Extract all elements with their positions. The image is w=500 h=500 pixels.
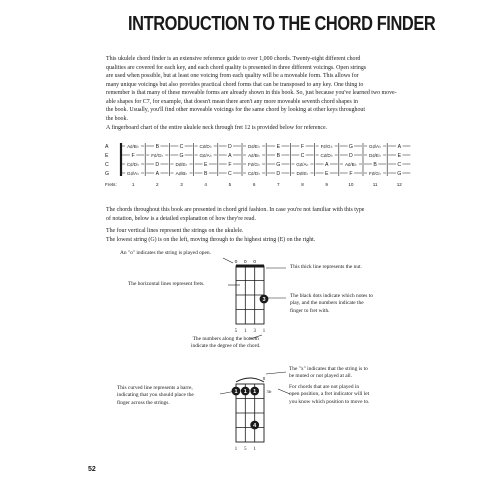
fingerboard-note: C♯/D♭ (247, 170, 261, 176)
barre-note-line: finger across the strings. (117, 399, 170, 406)
fret-label: Frets: (105, 181, 117, 187)
fingerboard-note: G (348, 143, 353, 150)
fret-number: 8 (301, 181, 304, 187)
fingerboard-note: C (397, 161, 402, 168)
finger-number: 4 (253, 423, 257, 429)
fingerboard-note: B (373, 161, 377, 168)
fret-indicator: 3fr (266, 389, 272, 394)
strings-line: The four vertical lines represent the strings on the ukulele. (106, 228, 244, 234)
fret-number: 11 (372, 181, 378, 187)
nut-note: This thick line represents the nut. (290, 264, 362, 270)
dots-note-line: The black dots indicate which notes to (290, 293, 373, 299)
chord-degree: 5 (244, 447, 247, 452)
fingerboard-note: C (228, 170, 232, 177)
fingerboard-open-string: C (105, 161, 109, 168)
fret-number: 6 (252, 181, 256, 187)
fingerboard-note: F♯/G♭ (369, 170, 382, 176)
intro-line: many unique voicings but also provides practical chord forms that can be transposed to any key. One thing to (106, 81, 364, 88)
fret-number: 9 (325, 181, 328, 187)
barre-note-line: indicating that you should place the (117, 392, 194, 399)
fingerboard-note: D♯/E♭ (175, 161, 188, 167)
fingerboard-note: F♯/G♭ (151, 152, 164, 158)
degrees-note-line: The numbers along the bottom (192, 336, 259, 342)
fingerboard-note: A♯/B♭ (127, 143, 140, 149)
open-string-mark: o (243, 259, 247, 265)
open-string-note: An "o" indicates the string is played open. (120, 250, 211, 256)
fingerboard-note: A (155, 170, 160, 177)
fingerboard-note: G♯/A♭ (126, 170, 140, 176)
fingerboard-note: C♯/D♭ (199, 143, 212, 149)
frets-note: The horizontal lines represent frets. (128, 281, 205, 287)
finger-number: 1 (243, 389, 247, 395)
fingerboard-note: G (276, 161, 281, 168)
fingerboard-note: G♯/A♭ (199, 152, 212, 158)
dots-note-line: finger to fret with. (290, 307, 330, 314)
fingerboard-note: D♯/E♭ (296, 170, 309, 176)
fingerboard-note: A (228, 152, 232, 159)
fingerboard-note: A (397, 143, 402, 150)
fingerboard-note: B (203, 170, 208, 177)
fingerboard-note: E (276, 143, 281, 150)
chord-degree: 1 (253, 447, 256, 452)
fingerboard-note: G♯/A♭ (368, 143, 382, 149)
fingerboard-note: F (228, 161, 232, 168)
page-number: 52 (88, 466, 96, 473)
fingerboard-note: D (349, 152, 353, 159)
intro-line: the book. (106, 115, 128, 122)
fret-number: 1 (131, 181, 135, 187)
open-string-mark: o (253, 259, 257, 265)
intro-line: the book. Usually, you'll find other moveable voicings for the same chord by looking at other keys throughout (106, 107, 365, 113)
fret-number: 5 (228, 181, 232, 187)
intro-line: are used when possible, but at least one voicing from each quality will be a moveable form. This allows for (106, 73, 359, 79)
fingerboard-note: D (276, 170, 281, 177)
fingerboard-caption: A fingerboard chart of the entire ukulele neck through fret 12 is provided below for reference. (106, 125, 328, 131)
fingerboard-note: G (179, 152, 184, 159)
fingerboard-note: A♯/B♭ (248, 152, 261, 158)
mute-note-line: be muted or not played at all. (289, 373, 353, 380)
chord-degree: 1 (244, 329, 247, 334)
explain-line: The chords throughout this book are presented in chord grid fashion. In case you're not familiar with this type (106, 207, 365, 213)
intro-line: This ukulele chord finder is an extensive reference guide to over 1,000 chords. Twenty-eight different chord (106, 56, 361, 62)
position-note-line: open position, a fret indicator will let (289, 391, 370, 398)
intro-line: qualities are covered for each key, and each chord quality is presented in three different voicings. Open strings (106, 64, 367, 71)
chord-degree: 3 (253, 329, 256, 334)
intro-line: remember is that many of these moveable forms are already shown in this book. So, just because you've learned two move- (106, 90, 397, 96)
mute-mark: x (262, 376, 266, 382)
fingerboard-note: F (349, 170, 353, 177)
open-string-mark: o (234, 259, 238, 265)
fingerboard-note: F (300, 143, 305, 150)
chord-degree: 1 (262, 329, 266, 334)
barre-arc (236, 378, 264, 382)
fingerboard-note: B (155, 143, 160, 150)
fret-number: 12 (396, 181, 402, 187)
fingerboard-note: A (324, 161, 329, 168)
fingerboard-open-string: G (105, 170, 110, 177)
degrees-note-line: indicate the degree of the chord. (191, 343, 261, 350)
fingerboard-note: C♯/D♭ (320, 152, 333, 158)
finger-number: 1 (234, 389, 238, 395)
intro-line: able shapes for C7, for example, that doesn't mean there aren't any more moveable seventh chord shapes in (106, 98, 358, 105)
fingerboard-note: D (228, 143, 232, 150)
fingerboard-note: D♯/E♭ (248, 143, 261, 149)
position-note-line: you know which position to move to. (289, 398, 370, 405)
mute-note-line: The "x" indicates that the string is to (289, 366, 368, 372)
mute-note (289, 366, 368, 381)
explain-line: of notation, below is a detailed explanation of how they're read. (106, 215, 256, 222)
fret-number: 3 (180, 181, 183, 187)
fingerboard-note: E (397, 152, 402, 159)
fingerboard-note: E (203, 161, 208, 168)
position-note-line: For chords that are not played in (289, 384, 360, 390)
fingerboard-note: E (324, 170, 329, 177)
chord-degree: 1 (234, 447, 238, 452)
strings-line: The lowest string (G) is on the left, moving through to the highest string (E) on the right. (106, 236, 316, 243)
fingerboard-open-string: E (105, 152, 109, 159)
fingerboard-note: B (276, 152, 281, 159)
fingerboard-note: G♯/A♭ (296, 161, 309, 167)
finger-number: 3 (262, 297, 266, 303)
finger-number: 1 (253, 389, 257, 395)
fret-number: 10 (348, 181, 354, 187)
barre-note (117, 385, 194, 407)
fingerboard-note: F♯/G♭ (248, 161, 261, 167)
fingerboard-open-string: A (105, 143, 109, 150)
fret-number: 2 (156, 181, 159, 187)
fingerboard-note: C♯/D♭ (126, 161, 140, 167)
fret-number: 4 (204, 181, 207, 187)
chord-degree: 5 (234, 329, 238, 334)
fret-number: 7 (277, 181, 280, 187)
dots-note-line: play, and the numbers indicate the (290, 300, 364, 307)
fingerboard-note: G (397, 170, 402, 177)
fingerboard-note: D♯/E♭ (369, 152, 382, 158)
fingerboard-note: C (300, 152, 305, 159)
barre-note-line: This curved line represents a barre, (117, 385, 193, 391)
fingerboard-note: D (155, 161, 160, 168)
fingerboard-note: C (179, 143, 184, 150)
position-note (289, 384, 369, 406)
fingerboard-note: A♯/B♭ (344, 161, 357, 167)
fingerboard-note: F (131, 152, 135, 159)
fingerboard-note: A♯/B♭ (175, 170, 188, 176)
fingerboard-note: F♯/G♭ (320, 143, 333, 149)
page-title: INTRODUCTION TO THE CHORD FINDER (128, 13, 436, 35)
